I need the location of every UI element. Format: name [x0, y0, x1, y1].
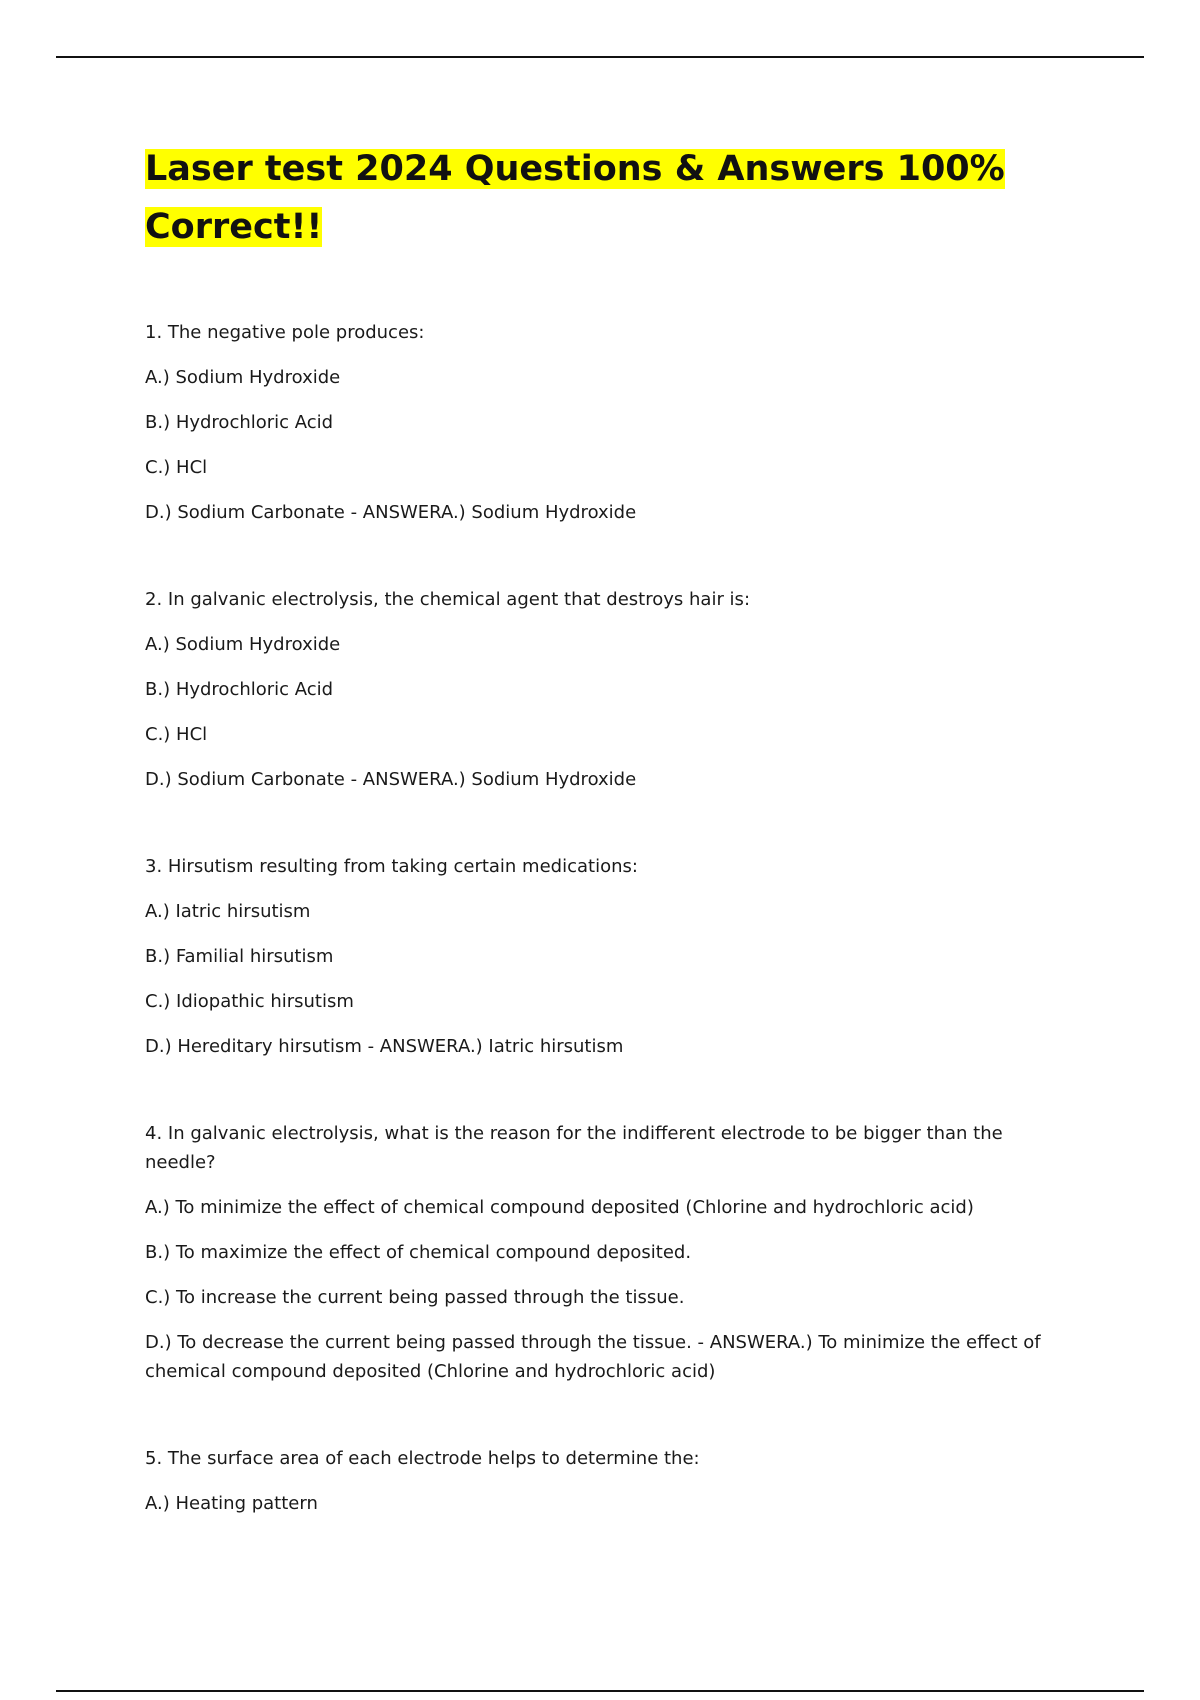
option-d-answer: D.) Sodium Carbonate - ANSWERA.) Sodium Hydroxide: [145, 769, 637, 790]
option-d-answer: D.) To decrease the current being passed through the tissue. - ANSWERA.) To minimize the effect of chemical compound deposited (Chlorine and hydrochloric acid): [145, 1332, 1041, 1382]
question-3: [145, 852, 1045, 1061]
option-c: C.) To increase the current being passed through the tissue.: [145, 1287, 685, 1308]
title-highlight: Laser test 2024 Questions & Answers 100% Correct!!: [145, 149, 1005, 247]
question-text: 5. The surface area of each electrode helps to determine the:: [145, 1448, 700, 1469]
option-b: B.) Familial hirsutism: [145, 946, 334, 967]
option-d-answer: D.) Sodium Carbonate - ANSWERA.) Sodium Hydroxide: [145, 502, 637, 523]
option-c: C.) HCl: [145, 724, 208, 745]
bottom-rule: [56, 1690, 1144, 1692]
option-b: B.) Hydrochloric Acid: [145, 679, 334, 700]
question-5: [145, 1444, 1045, 1518]
option-a: A.) Heating pattern: [145, 1493, 318, 1514]
top-rule: [56, 56, 1144, 58]
option-a: A.) Sodium Hydroxide: [145, 367, 341, 388]
option-a: A.) To minimize the effect of chemical compound deposited (Chlorine and hydrochloric acid): [145, 1197, 974, 1218]
question-list: [145, 318, 1045, 1518]
option-a: A.) Iatric hirsutism: [145, 901, 311, 922]
option-a: A.) Sodium Hydroxide: [145, 634, 341, 655]
question-4: [145, 1119, 1045, 1386]
question-text: 2. In galvanic electrolysis, the chemical agent that destroys hair is:: [145, 589, 751, 610]
option-b: B.) To maximize the effect of chemical compound deposited.: [145, 1242, 692, 1263]
question-text: 4. In galvanic electrolysis, what is the reason for the indifferent electrode to be bigger than the needle?: [145, 1123, 1003, 1173]
question-1: [145, 318, 1045, 527]
option-c: C.) Idiopathic hirsutism: [145, 991, 354, 1012]
question-text: 3. Hirsutism resulting from taking certain medications:: [145, 856, 638, 877]
document-title: [145, 140, 1045, 256]
option-c: C.) HCl: [145, 457, 208, 478]
document-page: [145, 140, 1045, 1576]
option-d-answer: D.) Hereditary hirsutism - ANSWERA.) Iatric hirsutism: [145, 1036, 624, 1057]
option-b: B.) Hydrochloric Acid: [145, 412, 334, 433]
question-2: [145, 585, 1045, 794]
question-text: 1. The negative pole produces:: [145, 322, 425, 343]
